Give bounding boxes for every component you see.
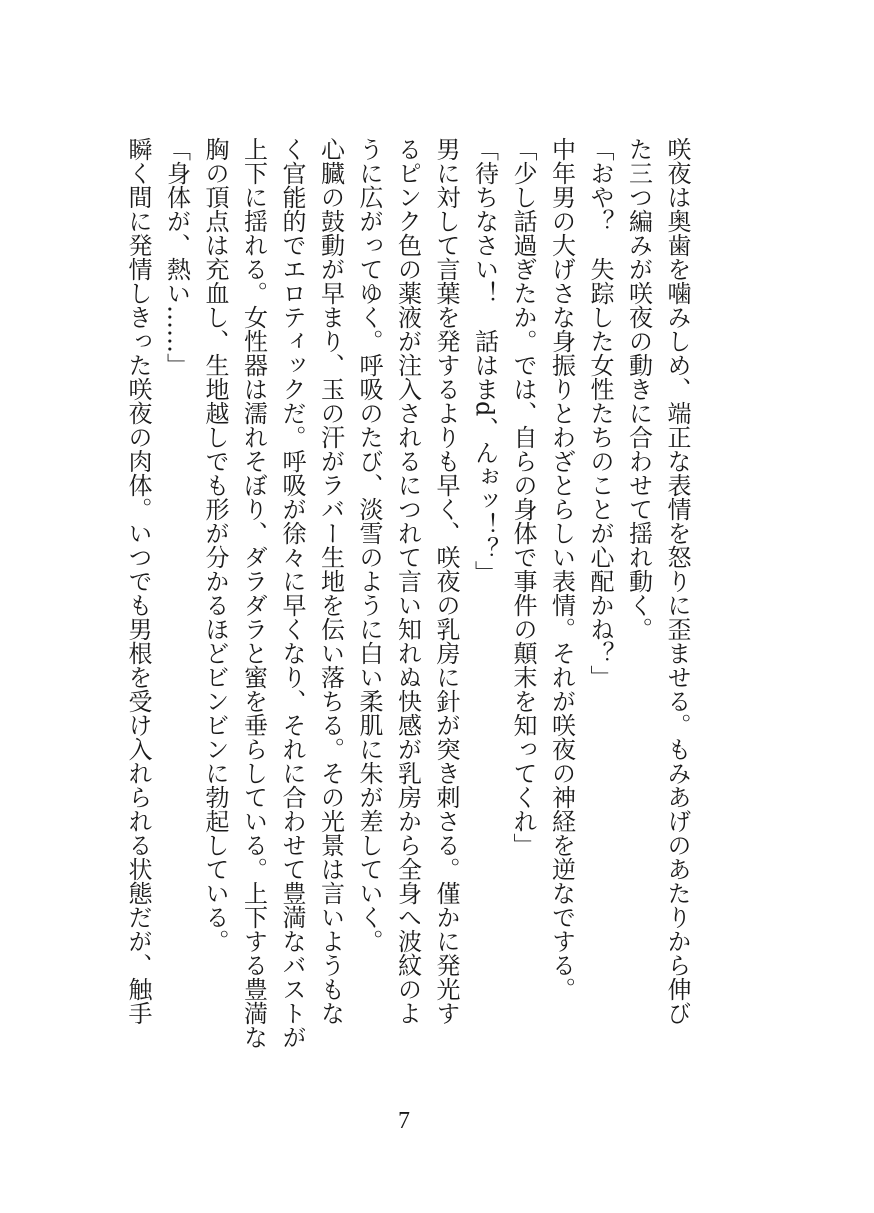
text-line: 胸の頂点は充血し、生地越しでも形が分かるほどビンビンに勃起している。	[201, 137, 229, 953]
text-line: た三つ編みが咲夜の動きに合わせて揺れ動く。	[624, 137, 653, 641]
text-line: 「少し話過ぎたか。では、自らの身体で事件の顛末を知ってくれ」	[509, 137, 537, 857]
text-line: 咲夜は奥歯を噛みしめ、端正な表情を怒りに歪ませる。もみあげのあたりから伸び	[663, 137, 691, 1025]
text-line: 「おや？ 失踪した女性たちのことが心配かね？」	[586, 137, 614, 689]
text-line: うに広がってゆく。呼吸のたび、淡雪のように白い柔肌に朱が差していく。	[355, 137, 383, 953]
text-line: 上下に揺れる。女性器は濡れそぼり、ダラダラと蜜を垂らしている。上下する豊満な	[239, 137, 268, 1049]
text-line: 中年男の大げさな身振りとわざとらしい表情。それが咲夜の神経を逆なでする。	[547, 137, 576, 1001]
text-line: 心臓の鼓動が早まり、玉の汗がラバー生地を伝い落ちる。その光景は言いようもな	[316, 137, 345, 1025]
body-text	[119, 137, 697, 1049]
text-line: く官能的でエロティックだ。呼吸が徐々に早くなり、それに合わせて豊満なバストが	[278, 137, 306, 1049]
page-number: 7	[398, 1108, 410, 1134]
text-line: 「待ちなさい！ 話はまd、んぉッ！？」	[470, 137, 499, 585]
text-line: 瞬く間に発情しきった咲夜の肉体。いつでも男根を受け入れられる状態だが、触手	[124, 137, 152, 1025]
text-line: 男に対して言葉を発するよりも早く、咲夜の乳房に針が突き刺さる。僅かに発光す	[432, 137, 460, 1025]
text-line: 「身体が、熱い……」	[162, 137, 191, 377]
text-line: るピンク色の薬液が注入されるにつれて言い知れぬ快感が乳房から全身へ波紋のよ	[393, 137, 422, 1025]
